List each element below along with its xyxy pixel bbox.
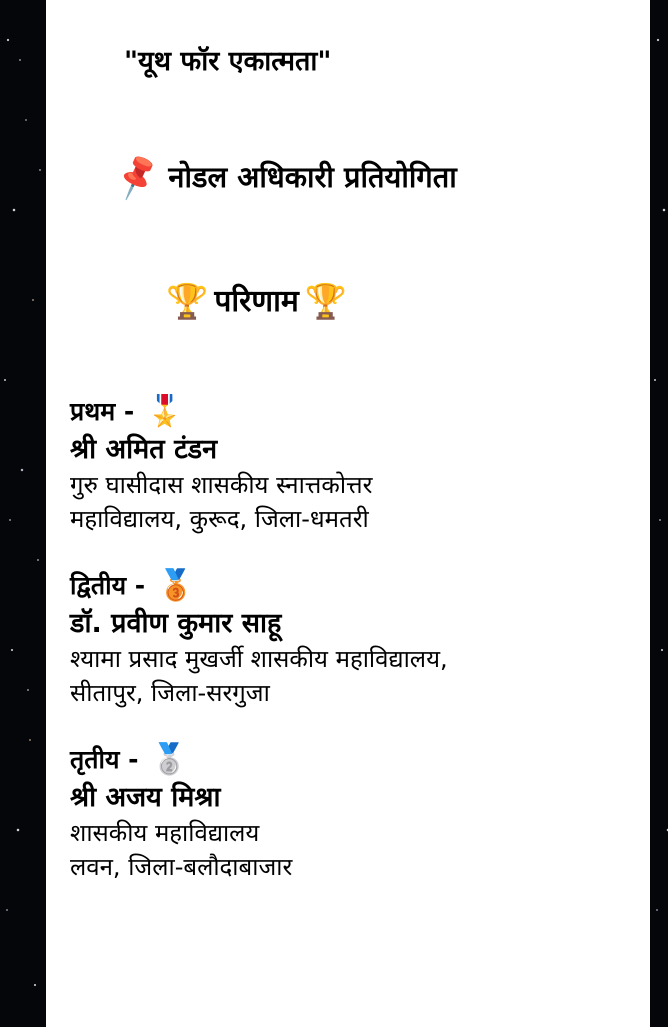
poster-card xyxy=(46,0,650,1027)
medal-icon: 🥈 xyxy=(150,741,188,777)
institution-line-1: गुरु घासीदास शासकीय स्नात्तकोत्तर xyxy=(70,471,373,500)
trophy-icon-left: 🏆 xyxy=(166,281,209,322)
institution-line-2: लवन, जिला-बलौदाबाजार xyxy=(70,852,293,881)
institution-line-2: सीतापुर, जिला-सरगुजा xyxy=(70,678,270,707)
result-item-third xyxy=(70,743,626,883)
result-item-first xyxy=(70,395,626,535)
rank-label: प्रथम - xyxy=(70,397,135,427)
starfield-left-decoration xyxy=(0,0,46,1027)
results-list xyxy=(70,395,626,883)
starfield-right-decoration xyxy=(650,0,668,1027)
medal-icon: 🎖️ xyxy=(146,393,184,429)
rank-row xyxy=(70,395,626,428)
winner-name: श्री अजय मिश्रा xyxy=(70,782,221,814)
page-title: "यूथ फॉर एकात्मता" xyxy=(124,46,332,77)
result-item-second xyxy=(70,569,626,709)
result-heading-label: परिणाम xyxy=(214,283,299,319)
institution-line-2: महाविद्यालय, कुरूद, जिला-धमतरी xyxy=(70,504,369,533)
winner-name: श्री अमित टंडन xyxy=(70,434,218,466)
nodal-competition-label: नोडल अधिकारी प्रतियोगिता xyxy=(168,159,457,194)
rank-row xyxy=(70,569,626,602)
rank-label: तृतीय - xyxy=(70,745,139,775)
rank-row xyxy=(70,743,626,776)
rank-label: द्वितीय - xyxy=(70,571,146,601)
trophy-icon-right: 🏆 xyxy=(304,281,348,322)
medal-icon: 🥉 xyxy=(157,567,195,603)
pushpin-icon: 📌 xyxy=(110,150,164,203)
winner-name: डॉ. प्रवीण कुमार साहू xyxy=(70,608,282,640)
nodal-competition-heading xyxy=(70,150,626,203)
result-heading xyxy=(70,282,626,322)
institution-line-1: श्यामा प्रसाद मुखर्जी शासकीय महाविद्यालय, xyxy=(70,645,448,674)
institution-line-1: शासकीय महाविद्यालय xyxy=(70,819,260,848)
